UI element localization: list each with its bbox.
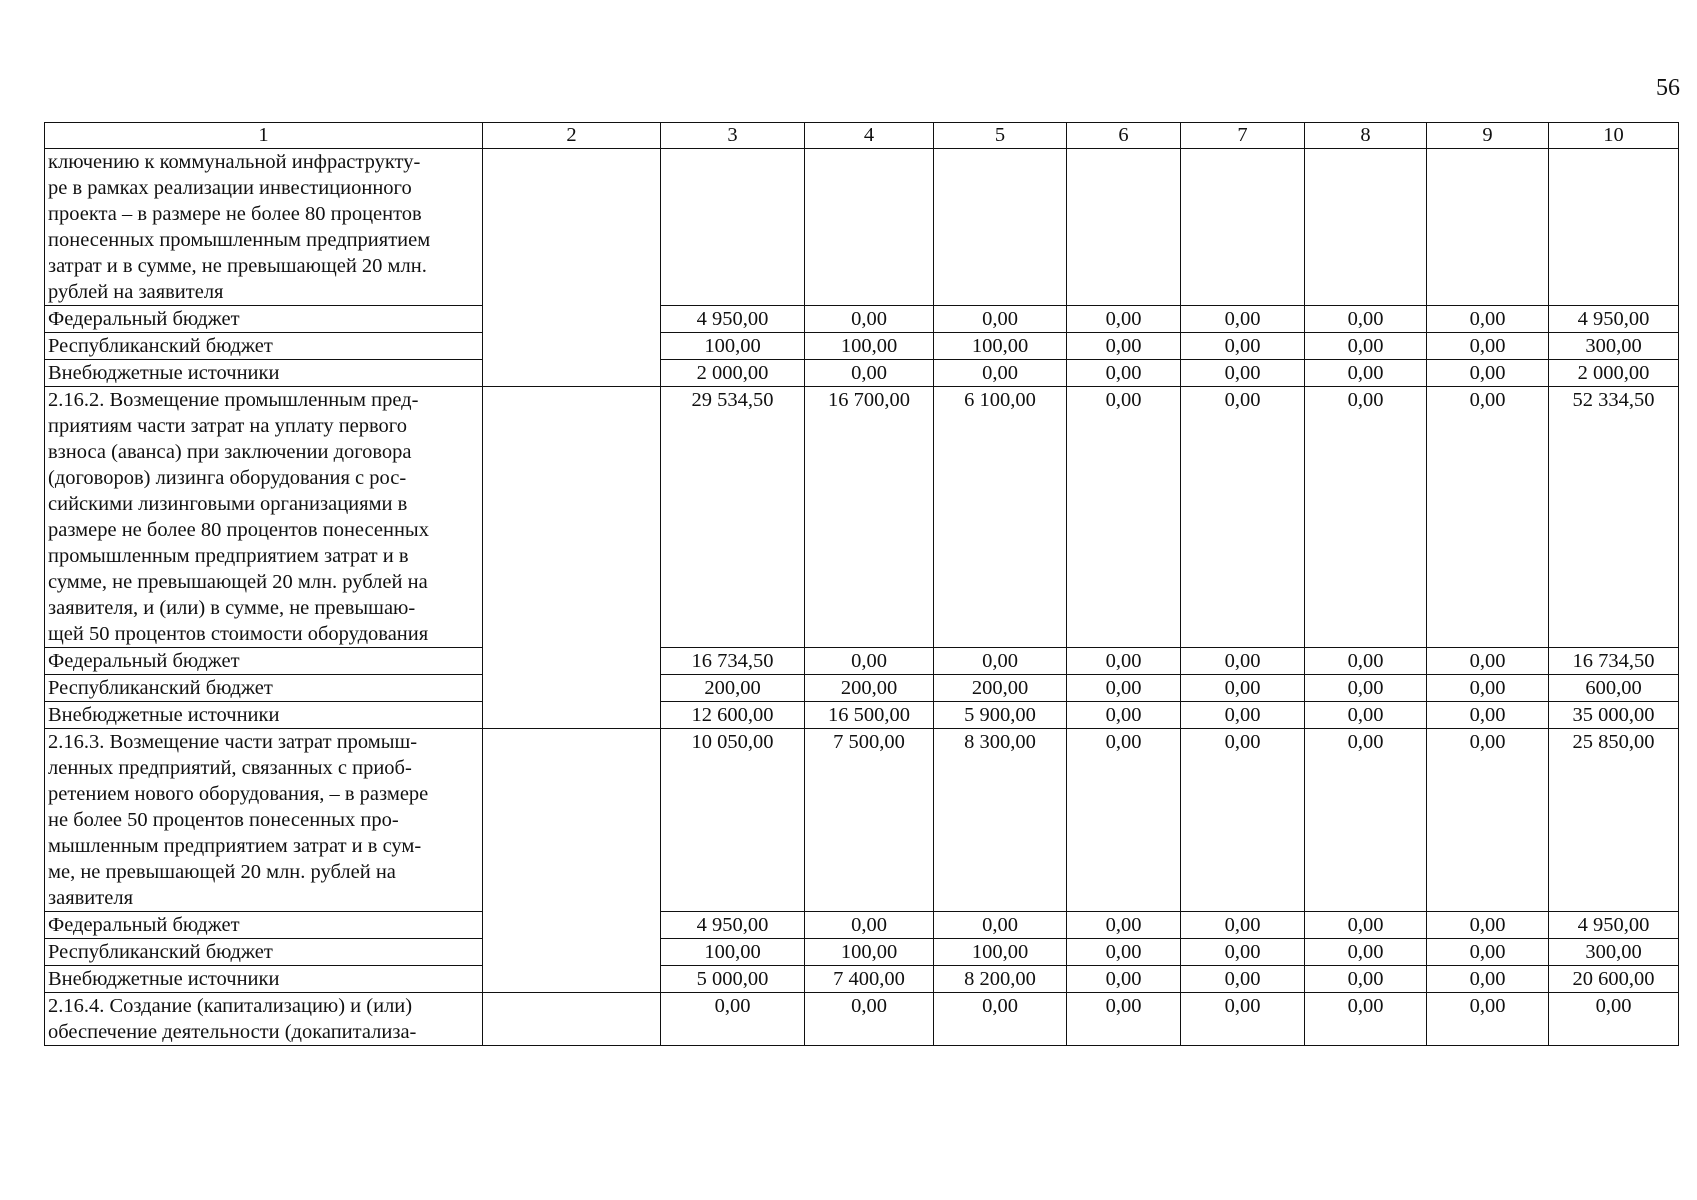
- value-cell: 0,00: [1067, 360, 1181, 387]
- funding-source-label: Внебюджетные источники: [45, 966, 483, 993]
- column-header: 8: [1305, 123, 1427, 149]
- value-cell: [1427, 149, 1549, 306]
- description-line: понесенных промышленным предприятием: [48, 229, 431, 251]
- value-cell: 0,00: [1305, 360, 1427, 387]
- value-cell: 16 700,00: [805, 387, 934, 648]
- value-cell: 8 300,00: [934, 729, 1067, 912]
- executor-cell: [483, 149, 661, 387]
- value-cell: 4 950,00: [1549, 912, 1679, 939]
- value-cell: 0,00: [1427, 729, 1549, 912]
- value-cell: 0,00: [1427, 306, 1549, 333]
- value-cell: 100,00: [934, 333, 1067, 360]
- description-line: сумме, не превышающей 20 млн. рублей на: [48, 571, 428, 593]
- table-header: [45, 123, 1679, 149]
- value-cell: 0,00: [934, 648, 1067, 675]
- column-header: 6: [1067, 123, 1181, 149]
- description-line: ленных предприятий, связанных с приоб-: [48, 757, 412, 779]
- value-cell: 0,00: [1181, 912, 1305, 939]
- value-cell: [805, 149, 934, 306]
- value-cell: 0,00: [1181, 702, 1305, 729]
- funding-source-label: Внебюджетные источники: [45, 702, 483, 729]
- column-header: 3: [661, 123, 805, 149]
- value-cell: 0,00: [1427, 912, 1549, 939]
- value-cell: 20 600,00: [1549, 966, 1679, 993]
- value-cell: 0,00: [1067, 939, 1181, 966]
- executor-cell: [483, 993, 661, 1046]
- value-cell: [1181, 149, 1305, 306]
- description-line: 2.16.2. Возмещение промышленным пред-: [48, 389, 419, 411]
- value-cell: [661, 149, 805, 306]
- value-cell: 7 400,00: [805, 966, 934, 993]
- column-header: 9: [1427, 123, 1549, 149]
- funding-source-label: Республиканский бюджет: [45, 939, 483, 966]
- value-cell: 0,00: [1427, 966, 1549, 993]
- value-cell: 0,00: [1427, 939, 1549, 966]
- description-line: обеспечение деятельности (докапитализа-: [48, 1021, 417, 1043]
- table-row-source: [45, 939, 1679, 966]
- value-cell: 6 100,00: [934, 387, 1067, 648]
- value-cell: 0,00: [1427, 333, 1549, 360]
- table-row-source: [45, 912, 1679, 939]
- value-cell: 0,00: [805, 360, 934, 387]
- funding-source-label: Федеральный бюджет: [45, 648, 483, 675]
- description-line: размере не более 80 процентов понесенных: [48, 519, 429, 541]
- value-cell: 0,00: [1181, 675, 1305, 702]
- table-row-source: [45, 702, 1679, 729]
- value-cell: 0,00: [1067, 966, 1181, 993]
- value-cell: 0,00: [1067, 675, 1181, 702]
- value-cell: 0,00: [1427, 993, 1549, 1046]
- page-number: 56: [1656, 75, 1680, 101]
- value-cell: 0,00: [805, 912, 934, 939]
- executor-cell: [483, 387, 661, 729]
- column-number-row: [45, 123, 1679, 149]
- value-cell: 0,00: [1305, 729, 1427, 912]
- value-cell: 0,00: [1181, 648, 1305, 675]
- value-cell: 4 950,00: [661, 912, 805, 939]
- value-cell: 4 950,00: [661, 306, 805, 333]
- value-cell: 0,00: [934, 360, 1067, 387]
- value-cell: 0,00: [1067, 648, 1181, 675]
- value-cell: 0,00: [1067, 993, 1181, 1046]
- table-row-source: [45, 306, 1679, 333]
- value-cell: 0,00: [1305, 306, 1427, 333]
- description-line: не более 50 процентов понесенных про-: [48, 809, 399, 831]
- value-cell: 0,00: [1305, 648, 1427, 675]
- description-line: приятиям части затрат на уплату первого: [48, 415, 407, 437]
- value-cell: [1305, 149, 1427, 306]
- value-cell: 0,00: [1427, 648, 1549, 675]
- value-cell: 25 850,00: [1549, 729, 1679, 912]
- value-cell: 600,00: [1549, 675, 1679, 702]
- funding-source-label: Республиканский бюджет: [45, 675, 483, 702]
- value-cell: 0,00: [1067, 729, 1181, 912]
- value-cell: 0,00: [1427, 675, 1549, 702]
- value-cell: 16 500,00: [805, 702, 934, 729]
- value-cell: 0,00: [1305, 675, 1427, 702]
- value-cell: 2 000,00: [661, 360, 805, 387]
- value-cell: 0,00: [1181, 729, 1305, 912]
- value-cell: 0,00: [1305, 702, 1427, 729]
- value-cell: 0,00: [1181, 333, 1305, 360]
- funding-source-label: Федеральный бюджет: [45, 912, 483, 939]
- budget-table: [44, 122, 1679, 1046]
- value-cell: 7 500,00: [805, 729, 934, 912]
- value-cell: 0,00: [805, 993, 934, 1046]
- value-cell: 100,00: [661, 333, 805, 360]
- value-cell: 0,00: [1305, 966, 1427, 993]
- value-cell: 0,00: [1305, 912, 1427, 939]
- value-cell: 100,00: [805, 333, 934, 360]
- column-header: 10: [1549, 123, 1679, 149]
- value-cell: 2 000,00: [1549, 360, 1679, 387]
- table-row-item: [45, 387, 1679, 648]
- description-line: щей 50 процентов стоимости оборудования: [48, 623, 429, 645]
- value-cell: 0,00: [1181, 939, 1305, 966]
- executor-cell: [483, 729, 661, 993]
- value-cell: 0,00: [805, 306, 934, 333]
- table-body: [45, 149, 1679, 1046]
- description-line: ключению к коммунальной инфраструкту-: [48, 151, 421, 173]
- value-cell: 0,00: [1067, 306, 1181, 333]
- description-line: промышленным предприятием затрат и в: [48, 545, 409, 567]
- value-cell: 0,00: [1305, 333, 1427, 360]
- value-cell: 100,00: [661, 939, 805, 966]
- value-cell: 0,00: [1181, 360, 1305, 387]
- value-cell: 0,00: [934, 306, 1067, 333]
- value-cell: 8 200,00: [934, 966, 1067, 993]
- description-line: сийскими лизинговыми организациями в: [48, 493, 408, 515]
- value-cell: 16 734,50: [661, 648, 805, 675]
- value-cell: 52 334,50: [1549, 387, 1679, 648]
- table-row-source: [45, 648, 1679, 675]
- funding-source-label: Республиканский бюджет: [45, 333, 483, 360]
- column-header: 5: [934, 123, 1067, 149]
- value-cell: 0,00: [1305, 939, 1427, 966]
- table-row-item: [45, 149, 1679, 306]
- value-cell: 0,00: [1067, 333, 1181, 360]
- value-cell: 0,00: [1181, 306, 1305, 333]
- item-description: [45, 387, 483, 648]
- value-cell: 200,00: [934, 675, 1067, 702]
- description-line: ре в рамках реализации инвестиционного: [48, 177, 412, 199]
- value-cell: 100,00: [934, 939, 1067, 966]
- value-cell: 0,00: [805, 648, 934, 675]
- value-cell: 35 000,00: [1549, 702, 1679, 729]
- value-cell: 0,00: [1427, 387, 1549, 648]
- description-line: 2.16.4. Создание (капитализацию) и (или): [48, 995, 413, 1017]
- value-cell: 16 734,50: [1549, 648, 1679, 675]
- value-cell: 0,00: [1427, 360, 1549, 387]
- value-cell: 0,00: [1067, 387, 1181, 648]
- table-row-source: [45, 333, 1679, 360]
- funding-source-label: Внебюджетные источники: [45, 360, 483, 387]
- value-cell: 200,00: [661, 675, 805, 702]
- value-cell: 0,00: [661, 993, 805, 1046]
- value-cell: 300,00: [1549, 333, 1679, 360]
- description-line: заявителя: [48, 887, 133, 909]
- table-row-item: [45, 729, 1679, 912]
- description-line: рублей на заявителя: [48, 281, 224, 303]
- value-cell: 200,00: [805, 675, 934, 702]
- item-description: [45, 149, 483, 306]
- value-cell: 0,00: [1549, 993, 1679, 1046]
- value-cell: 4 950,00: [1549, 306, 1679, 333]
- value-cell: 0,00: [934, 993, 1067, 1046]
- column-header: 2: [483, 123, 661, 149]
- value-cell: 12 600,00: [661, 702, 805, 729]
- description-line: заявителя, и (или) в сумме, не превышаю-: [48, 597, 416, 619]
- description-line: (договоров) лизинга оборудования с рос-: [48, 467, 407, 489]
- value-cell: 29 534,50: [661, 387, 805, 648]
- value-cell: [1067, 149, 1181, 306]
- value-cell: 5 900,00: [934, 702, 1067, 729]
- value-cell: 10 050,00: [661, 729, 805, 912]
- description-line: мышленным предприятием затрат и в сум-: [48, 835, 422, 857]
- value-cell: 0,00: [934, 912, 1067, 939]
- value-cell: 100,00: [805, 939, 934, 966]
- column-header: 7: [1181, 123, 1305, 149]
- description-line: взноса (аванса) при заключении договора: [48, 441, 412, 463]
- column-header: 4: [805, 123, 934, 149]
- description-line: затрат и в сумме, не превышающей 20 млн.: [48, 255, 427, 277]
- column-header: 1: [45, 123, 483, 149]
- funding-source-label: Федеральный бюджет: [45, 306, 483, 333]
- value-cell: 0,00: [1181, 966, 1305, 993]
- value-cell: [1549, 149, 1679, 306]
- table-row-item: [45, 993, 1679, 1046]
- value-cell: 0,00: [1427, 702, 1549, 729]
- value-cell: 0,00: [1067, 702, 1181, 729]
- value-cell: 5 000,00: [661, 966, 805, 993]
- table-row-source: [45, 675, 1679, 702]
- description-line: ме, не превышающей 20 млн. рублей на: [48, 861, 396, 883]
- table-row-source: [45, 966, 1679, 993]
- value-cell: 300,00: [1549, 939, 1679, 966]
- value-cell: 0,00: [1305, 387, 1427, 648]
- value-cell: 0,00: [1181, 387, 1305, 648]
- item-description: [45, 993, 483, 1046]
- table-row-source: [45, 360, 1679, 387]
- description-line: ретением нового оборудования, – в размере: [48, 783, 429, 805]
- description-line: 2.16.3. Возмещение части затрат промыш-: [48, 731, 418, 753]
- value-cell: 0,00: [1305, 993, 1427, 1046]
- value-cell: 0,00: [1181, 993, 1305, 1046]
- value-cell: 0,00: [1067, 912, 1181, 939]
- description-line: проекта – в размере не более 80 процентов: [48, 203, 422, 225]
- item-description: [45, 729, 483, 912]
- value-cell: [934, 149, 1067, 306]
